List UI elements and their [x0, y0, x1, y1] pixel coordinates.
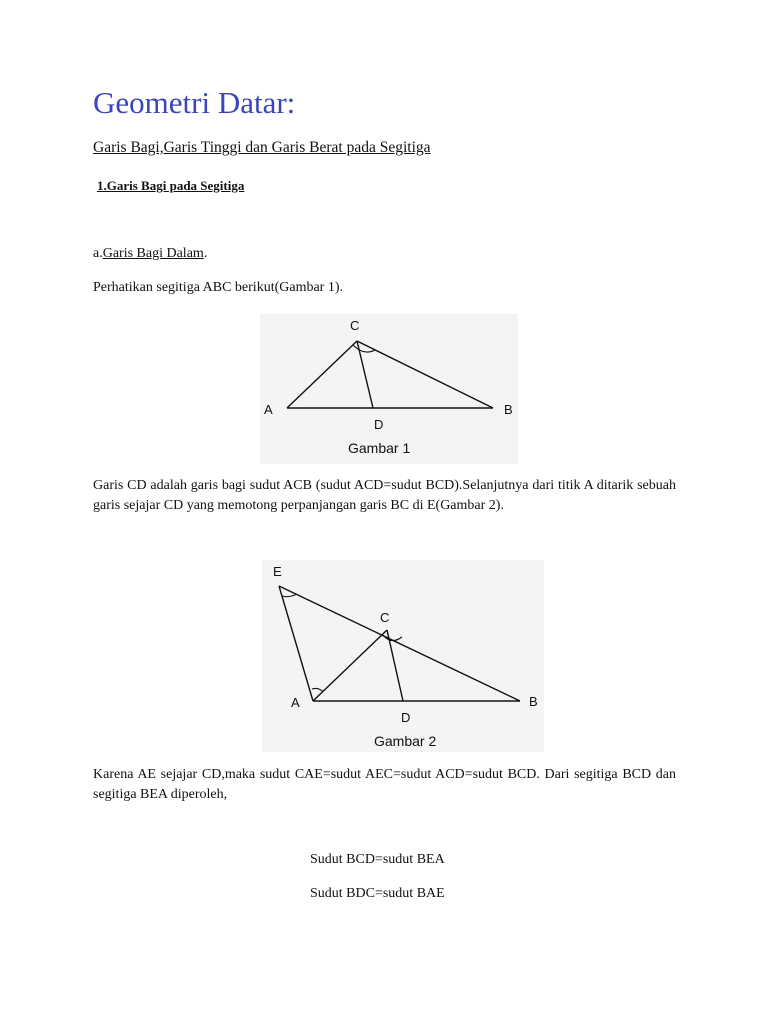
equation-2: Sudut BDC=sudut BAE: [310, 886, 445, 901]
subsection-title: Garis Bagi Dalam: [102, 246, 204, 261]
subsection-suffix: .: [203, 246, 208, 261]
line-cd: [357, 341, 373, 408]
label-c: C: [350, 318, 360, 333]
page-title: Geometri Datar:: [93, 85, 296, 120]
label-c: C: [380, 610, 390, 625]
line-ea: [279, 586, 313, 701]
subsection-heading: [93, 244, 676, 264]
label-d: D: [374, 417, 384, 432]
label-a: A: [291, 695, 300, 710]
figure-1: [260, 314, 518, 464]
line-ac: [287, 341, 357, 408]
figure-2: [262, 560, 544, 752]
paragraph-1: Garis CD adalah garis bagi sudut ACB (sudut ACD=sudut BCD).Selanjutnya dari titik A ditarik sebuah garis sejajar CD yang memotong perpanjangan garis BC di E(Gambar 2).: [93, 478, 676, 513]
line-ac: [313, 630, 387, 701]
equation-1: Sudut BCD=sudut BEA: [310, 852, 445, 867]
label-a: A: [264, 402, 273, 417]
label-e: E: [273, 564, 282, 579]
intro-paragraph: Perhatikan segitiga ABC berikut(Gambar 1).: [93, 280, 343, 295]
label-d: D: [401, 710, 411, 725]
label-b: B: [529, 694, 538, 709]
angle-arc-e: [282, 594, 297, 597]
figure-1-caption: Gambar 1: [348, 440, 411, 456]
angle-arc-a: [312, 688, 323, 692]
label-b: B: [504, 402, 513, 417]
line-cb: [357, 341, 493, 408]
section-heading: 1.Garis Bagi pada Segitiga: [97, 178, 245, 193]
paragraph-2: Karena AE sejajar CD,maka sudut CAE=sudut AEC=sudut ACD=sudut BCD. Dari segitiga BCD dan segitiga BEA diperoleh,: [93, 767, 676, 802]
page-subtitle: Garis Bagi,Garis Tinggi dan Garis Berat pada Segitiga: [93, 139, 431, 156]
subsection-prefix: a.: [93, 246, 103, 261]
figure-2-caption: Gambar 2: [374, 733, 437, 749]
